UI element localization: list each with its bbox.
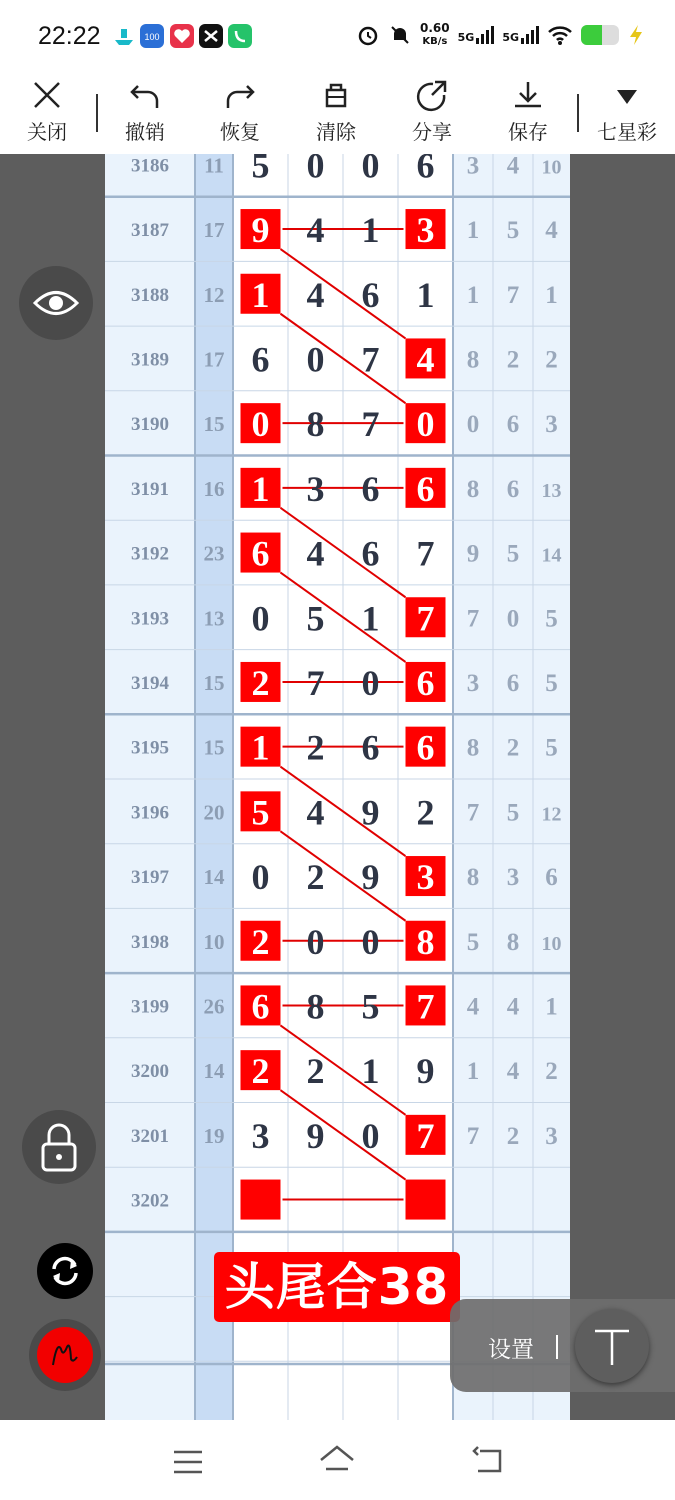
draw-digit: 6: [361, 727, 380, 768]
draw-digit: 5: [251, 792, 270, 833]
close-label: 关闭: [27, 120, 67, 144]
redo-button[interactable]: [205, 78, 275, 145]
stat-value: 7: [466, 799, 480, 827]
menu-icon[interactable]: [172, 1448, 204, 1476]
stat-value: 6: [506, 669, 520, 697]
app-icon-green-phone: [228, 24, 252, 48]
marked-box: [241, 1180, 281, 1220]
status-time: 22:22: [38, 22, 101, 50]
draw-digit: 7: [416, 1115, 435, 1156]
stat-value: 5: [506, 799, 520, 827]
draw-digit: 6: [416, 154, 435, 186]
status-bar: [0, 0, 675, 72]
draw-digit: 0: [306, 921, 325, 962]
stat-value: 1: [466, 281, 480, 309]
period-number: 3188: [131, 284, 169, 306]
svg-text:100: 100: [144, 32, 160, 42]
digit-sum: 17: [203, 347, 225, 372]
draw-digit: 7: [416, 598, 435, 639]
refresh-button[interactable]: [37, 1243, 93, 1299]
eye-icon: [19, 266, 93, 340]
period-number: 3193: [131, 608, 169, 630]
app-icon-boat: [112, 24, 136, 48]
digit-sum: 26: [203, 994, 225, 1019]
stat-value: 12: [541, 803, 562, 826]
draw-digit: 6: [361, 533, 380, 574]
draw-digit: 6: [416, 662, 435, 703]
stat-value: 6: [545, 864, 558, 892]
save-button[interactable]: [493, 78, 563, 145]
draw-digit: 6: [251, 986, 270, 1027]
stat-value: 4: [466, 993, 480, 1021]
draw-digit: 9: [361, 857, 380, 898]
net-speed-value: 0.60: [420, 21, 450, 35]
draw-digit: 0: [251, 404, 270, 445]
text-t-icon: [575, 1309, 649, 1383]
stat-value: 8: [466, 734, 480, 762]
digit-sum: 10: [203, 929, 225, 954]
stat-value: 8: [466, 475, 480, 503]
back-icon[interactable]: [472, 1446, 504, 1476]
stat-value: 3: [545, 1122, 558, 1150]
draw-digit: 7: [361, 404, 380, 445]
stat-value: 2: [545, 346, 558, 374]
signal-bars-icon: [521, 26, 539, 44]
signal-2: [502, 26, 539, 44]
stat-value: 6: [506, 411, 520, 439]
draw-digit: 0: [251, 598, 270, 639]
draw-digit: 0: [416, 404, 435, 445]
stat-value: 4: [545, 217, 558, 245]
draw-digit: 3: [306, 468, 325, 509]
digit-sum: 11: [204, 154, 224, 178]
net-speed-unit: KB/s: [422, 36, 448, 47]
stat-value: 7: [506, 281, 520, 309]
digit-sum: 14: [203, 865, 225, 890]
draw-digit: 2: [306, 727, 325, 768]
draw-digit: 3: [416, 210, 435, 251]
period-number: 3192: [131, 543, 169, 565]
draw-digit: 7: [306, 662, 325, 703]
draw-digit: 8: [306, 404, 325, 445]
lottery-label: 七星彩: [597, 120, 657, 144]
toolbar-divider: [577, 94, 579, 132]
draw-digit: 6: [361, 274, 380, 315]
clear-button[interactable]: [301, 78, 371, 145]
share-button[interactable]: [397, 78, 467, 145]
close-button[interactable]: [12, 78, 82, 145]
chart-canvas[interactable]: [0, 154, 675, 1420]
clear-label: 清除: [316, 120, 356, 144]
mute-bell-icon: [388, 23, 412, 47]
share-icon: [415, 78, 449, 112]
redo-icon: [223, 78, 257, 112]
digit-sum: 16: [203, 476, 225, 501]
share-label: 分享: [412, 120, 452, 144]
undo-button[interactable]: [110, 78, 180, 145]
period-number: 3201: [131, 1125, 169, 1147]
draw-digit: 4: [416, 339, 435, 380]
digit-sum: 17: [203, 218, 225, 243]
digit-sum: 19: [203, 1123, 225, 1148]
undo-icon: [128, 78, 162, 112]
draw-digit: 4: [306, 210, 325, 251]
stat-value: 10: [541, 156, 562, 179]
stat-value: 5: [545, 734, 558, 762]
stat-value: 9: [466, 540, 480, 568]
digit-sum: 14: [203, 1059, 225, 1084]
alarm-icon: [356, 23, 380, 47]
stat-value: 1: [545, 281, 558, 309]
draw-digit: 1: [361, 598, 380, 639]
draw-digit: 2: [251, 662, 270, 703]
period-number: 3198: [131, 931, 169, 953]
eye-button[interactable]: [19, 266, 93, 340]
save-label: 保存: [508, 120, 548, 144]
draw-digit: 3: [251, 1115, 270, 1156]
marked-box: [406, 1180, 446, 1220]
stat-value: 0: [466, 411, 480, 439]
stat-value: 1: [545, 993, 558, 1021]
period-number: 3202: [131, 1190, 169, 1212]
stat-value: 4: [506, 154, 520, 180]
draw-digit: 2: [251, 921, 270, 962]
stat-value: 8: [466, 346, 480, 374]
signal-bars-icon: [476, 26, 494, 44]
toolbar-divider: [96, 94, 98, 132]
stat-value: 4: [506, 993, 520, 1021]
draw-digit: 3: [416, 857, 435, 898]
draw-digit: 6: [416, 727, 435, 768]
draw-digit: 6: [361, 468, 380, 509]
signal-1-label: 5G: [457, 31, 475, 44]
stat-value: 6: [506, 475, 520, 503]
draw-digit: 0: [361, 154, 380, 186]
stat-value: 3: [466, 154, 480, 180]
period-number: 3196: [131, 802, 169, 824]
period-number: 3197: [131, 867, 169, 889]
status-right: [356, 22, 645, 48]
system-nav-bar: [0, 1420, 675, 1500]
toolbar: [0, 72, 675, 154]
draw-digit: 0: [361, 662, 380, 703]
stat-value: 7: [466, 1122, 480, 1150]
digit-sum: 15: [203, 670, 225, 695]
stat-value: 14: [541, 544, 562, 567]
draw-digit: 1: [416, 274, 435, 315]
refresh-icon: [37, 1243, 93, 1299]
draw-digit: 8: [306, 986, 325, 1027]
draw-digit: 4: [306, 792, 325, 833]
settings-panel: [450, 1299, 675, 1392]
digit-sum: 13: [203, 606, 225, 631]
eraser-icon: [319, 78, 353, 112]
period-number: 3195: [131, 737, 169, 759]
stat-value: 2: [545, 1058, 558, 1086]
home-icon[interactable]: [318, 1444, 356, 1476]
draw-digit: 5: [251, 154, 270, 186]
stat-value: 3: [545, 411, 558, 439]
sum-column-bg: [195, 154, 233, 1420]
stat-value: 2: [506, 346, 520, 374]
lock-icon: [22, 1110, 96, 1184]
stat-value: 5: [506, 217, 520, 245]
digit-sum: 15: [203, 735, 225, 760]
draw-digit: 6: [251, 533, 270, 574]
draw-digit: 9: [306, 1115, 325, 1156]
draw-digit: 6: [251, 339, 270, 380]
draw-digit: 0: [306, 339, 325, 380]
lottery-select[interactable]: [590, 78, 664, 145]
draw-digit: 8: [416, 921, 435, 962]
app-icon-heart: [170, 24, 194, 48]
draw-digit: 9: [361, 792, 380, 833]
stat-value: 8: [506, 928, 520, 956]
period-number: 3187: [131, 220, 169, 242]
app-icon-capcut: [199, 24, 223, 48]
digit-sum: 15: [203, 412, 225, 437]
period-number: 3194: [131, 672, 169, 694]
lock-button[interactable]: [22, 1110, 96, 1184]
draw-digit: 7: [416, 533, 435, 574]
signal-1: [458, 26, 495, 44]
draw-digit: 1: [251, 274, 270, 315]
period-number: 3190: [131, 414, 169, 436]
draw-digit: 2: [251, 1051, 270, 1092]
triangle-down-icon: [610, 78, 644, 112]
net-speed: [420, 22, 450, 48]
draw-digit: 9: [416, 1051, 435, 1092]
draw-digit: 7: [416, 986, 435, 1027]
download-icon: [511, 78, 545, 112]
digit-sum: 12: [203, 282, 225, 307]
draw-digit: 4: [306, 533, 325, 574]
stat-value: 13: [541, 479, 562, 502]
digit-sum: 23: [203, 541, 225, 566]
stat-value: 3: [506, 864, 520, 892]
period-number: 3186: [131, 155, 169, 177]
draw-digit: 1: [251, 468, 270, 509]
stat-value: 5: [506, 540, 520, 568]
draw-digit: 0: [361, 1115, 380, 1156]
draw-digit: 1: [361, 210, 380, 251]
stat-value: 7: [466, 605, 480, 633]
pen-button[interactable]: [29, 1319, 101, 1391]
stat-value: 4: [506, 1058, 520, 1086]
stat-value: 2: [506, 734, 520, 762]
text-tool-button[interactable]: [575, 1309, 649, 1383]
close-icon: [30, 78, 64, 112]
app-icon-100: [140, 24, 164, 48]
stat-value: 1: [466, 217, 480, 245]
head-tail-sum-banner: 头尾合38: [214, 1252, 460, 1322]
digit-sum: 20: [203, 800, 225, 825]
draw-table[interactable]: [105, 154, 570, 1420]
period-number: 3189: [131, 349, 169, 371]
stat-value: 5: [545, 669, 558, 697]
stat-value: 3: [466, 669, 480, 697]
draw-digit: 2: [306, 857, 325, 898]
draw-digit: 1: [251, 727, 270, 768]
signal-2-label: 5G: [502, 31, 519, 44]
draw-digit: 7: [361, 339, 380, 380]
settings-button[interactable]: 设置: [488, 1337, 534, 1363]
stat-value: 2: [506, 1122, 520, 1150]
stat-value: 5: [466, 928, 480, 956]
draw-digit: 1: [361, 1051, 380, 1092]
draw-digit: 4: [306, 274, 325, 315]
signature-pen-icon: [29, 1319, 101, 1391]
draw-digit: 5: [361, 986, 380, 1027]
draw-digit: 2: [306, 1051, 325, 1092]
draw-digit: 6: [416, 468, 435, 509]
period-number: 3199: [131, 996, 169, 1018]
draw-digit: 9: [251, 210, 270, 251]
draw-digit: 2: [416, 792, 435, 833]
stat-value: 1: [466, 1058, 480, 1086]
draw-digit: 0: [251, 857, 270, 898]
period-number: 3200: [131, 1061, 169, 1083]
draw-digit: 5: [306, 598, 325, 639]
charging-icon: [627, 24, 645, 46]
lottery-trend-table[interactable]: [105, 154, 570, 1420]
draw-digit: 0: [306, 154, 325, 186]
stat-value: 8: [466, 864, 480, 892]
period-number: 3191: [131, 478, 169, 500]
stat-value: 5: [545, 605, 558, 633]
battery-icon: [581, 25, 619, 45]
stat-value: 0: [506, 605, 520, 633]
undo-label: 撤销: [125, 120, 165, 144]
draw-digit: 0: [361, 921, 380, 962]
redo-label: 恢复: [220, 120, 260, 144]
stat-value: 10: [541, 932, 562, 955]
settings-divider: [556, 1335, 558, 1359]
wifi-icon: [547, 24, 573, 46]
